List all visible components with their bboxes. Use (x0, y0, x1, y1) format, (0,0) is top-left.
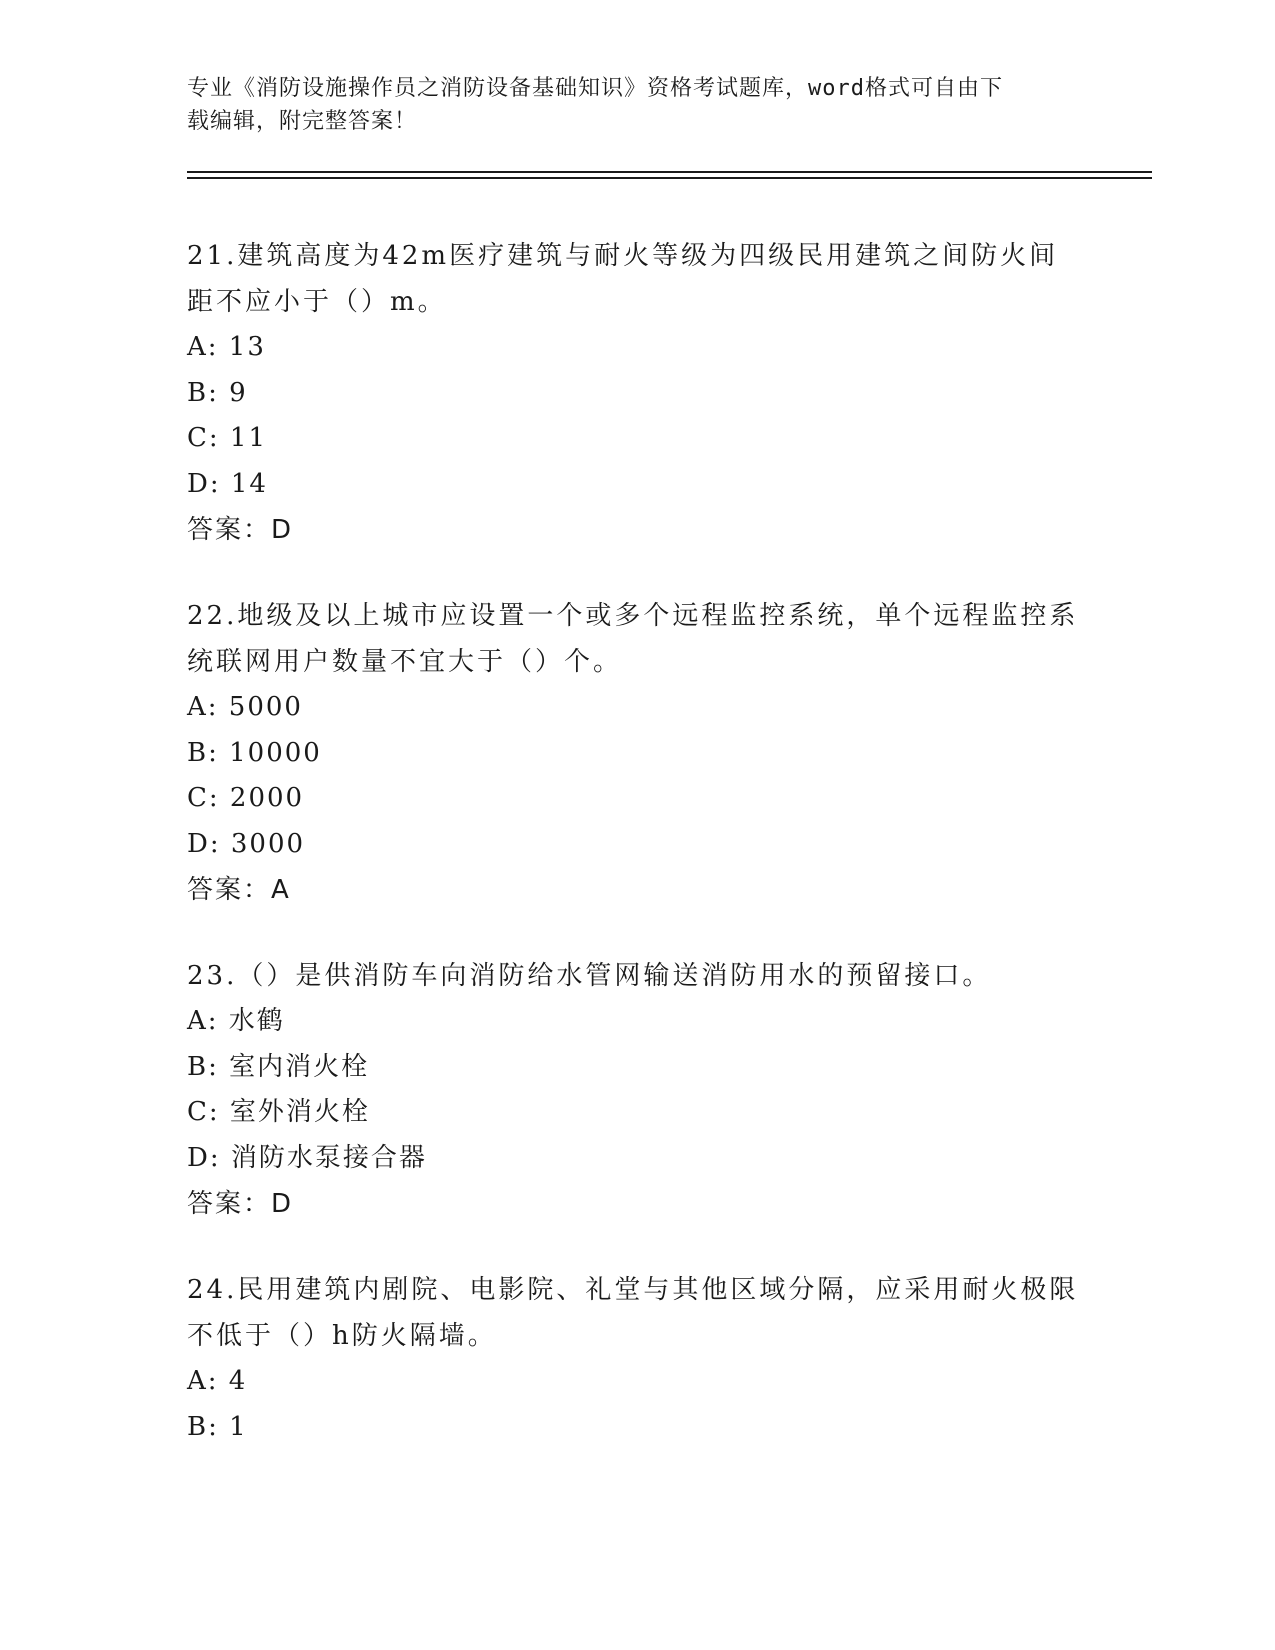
question-text: 24.民用建筑内剧院、电影院、礼堂与其他区域分隔，应采用耐火极限不低于（）h防火隔墙。 (187, 1275, 1079, 1351)
question-text: 21.建筑高度为42m医疗建筑与耐火等级为四级民用建筑之间防火间距不应小于（）m。 (187, 241, 1059, 317)
header-line-1: 专业《消防设施操作员之消防设备基础知识》资格考试题库，word格式可自由下 (187, 76, 1003, 101)
answer: 答案：D (187, 1189, 294, 1219)
answer: 答案：A (187, 875, 291, 905)
question-text: 23.（）是供消防车向消防给水管网输送消防用水的预留接口。 (187, 961, 992, 991)
question-21 (187, 233, 1087, 553)
option-c: C: 2000 (187, 783, 305, 813)
option-d: D: 消防水泵接合器 (187, 1142, 427, 1173)
option-d: D: 3000 (187, 828, 306, 859)
question-list (187, 233, 1087, 1490)
option-a: A: 4 (187, 1366, 248, 1396)
option-b: B: 室内消火栓 (187, 1051, 370, 1082)
header-line-2: 载编辑，附完整答案！ (187, 109, 418, 134)
header-rule-bottom (187, 177, 1152, 179)
question-22 (187, 593, 1087, 913)
option-c: C: 11 (187, 423, 268, 453)
document-header (187, 72, 1087, 138)
question-text: 22.地级及以上城市应设置一个或多个远程监控系统，单个远程监控系统联网用户数量不宜大于（）个。 (187, 601, 1079, 677)
question-24 (187, 1267, 1087, 1450)
option-d: D: 14 (187, 468, 268, 499)
option-b: B: 10000 (187, 737, 322, 768)
answer: 答案：D (187, 515, 294, 545)
option-a: A: 水鹤 (187, 1006, 285, 1036)
option-c: C: 室外消火栓 (187, 1097, 370, 1127)
option-a: A: 5000 (187, 692, 303, 722)
question-23 (187, 953, 1087, 1227)
header-rule-top (187, 171, 1152, 173)
option-b: B: 9 (187, 377, 248, 408)
option-a: A: 13 (187, 332, 266, 362)
option-b: B: 1 (187, 1411, 248, 1442)
